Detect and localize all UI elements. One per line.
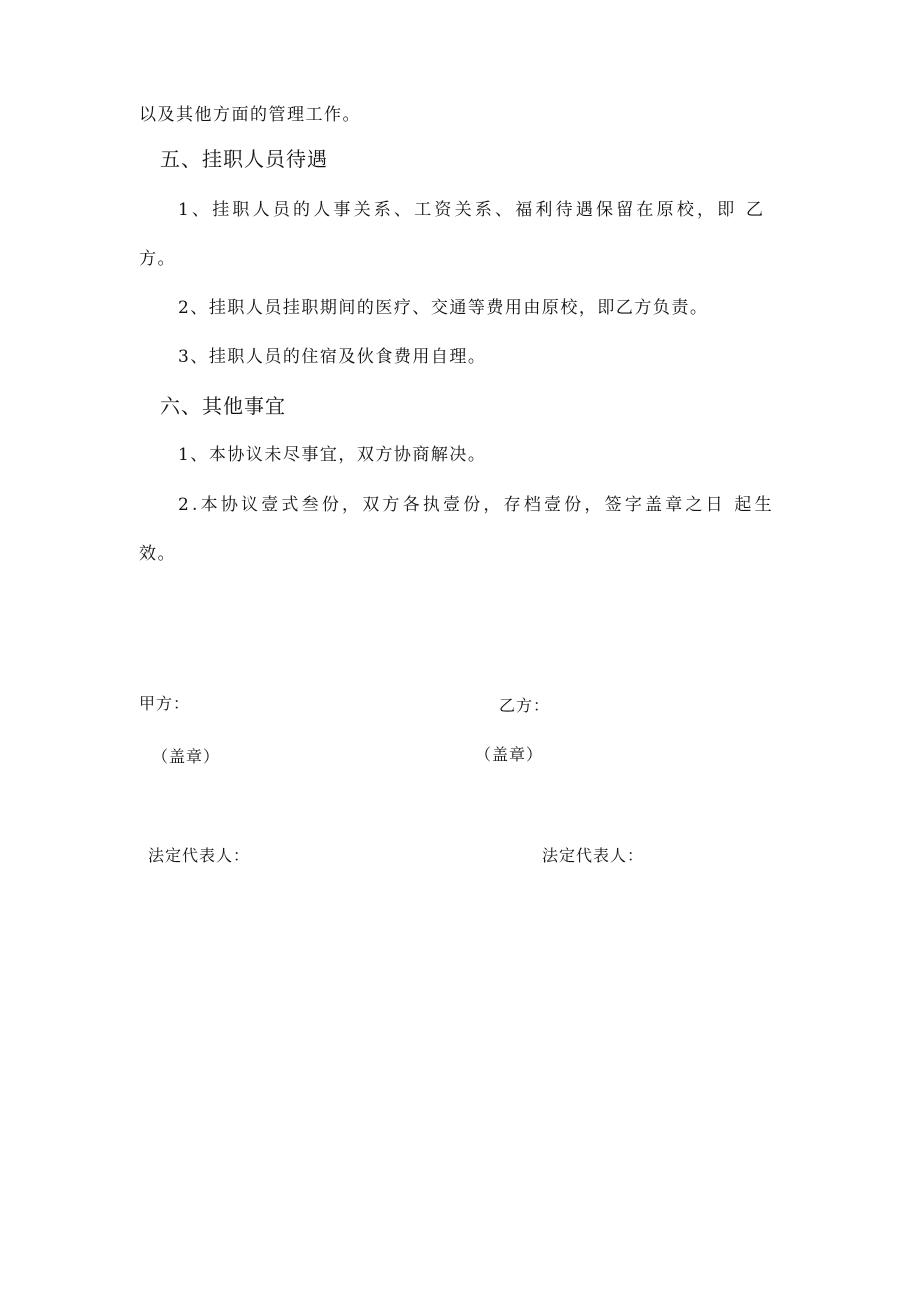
party-b-representative: 法定代表人： bbox=[542, 846, 645, 865]
section-5-item-1-line-1: 1、挂职人员的人事关系、工资关系、福利待遇保留在原校，即 乙 bbox=[178, 200, 767, 220]
section-6-item-2-line-1: 2.本协议壹式叁份，双方各执壹份，存档壹份，签字盖章之日 起生 bbox=[178, 495, 775, 515]
section-6-heading: 六、其他事宜 bbox=[160, 394, 286, 418]
section-5-item-2: 2、挂职人员挂职期间的医疗、交通等费用由原校，即乙方负责。 bbox=[178, 298, 709, 318]
party-a-seal: （盖章） bbox=[152, 747, 221, 766]
section-6-item-2-line-2: 效。 bbox=[139, 544, 176, 564]
party-b-seal: （盖章） bbox=[475, 745, 544, 764]
party-b-label: 乙方： bbox=[499, 696, 551, 715]
section-5-heading: 五、挂职人员待遇 bbox=[160, 147, 328, 171]
section-5-item-1-line-2: 方。 bbox=[139, 249, 176, 269]
intro-tail-text: 以及其他方面的管理工作。 bbox=[139, 105, 361, 125]
section-5-item-3: 3、挂职人员的住宿及伙食费用自理。 bbox=[178, 347, 487, 367]
party-a-representative: 法定代表人： bbox=[148, 846, 251, 865]
section-6-item-1: 1、本协议未尽事宜，双方协商解决。 bbox=[178, 445, 487, 465]
party-a-label: 甲方： bbox=[139, 694, 191, 713]
